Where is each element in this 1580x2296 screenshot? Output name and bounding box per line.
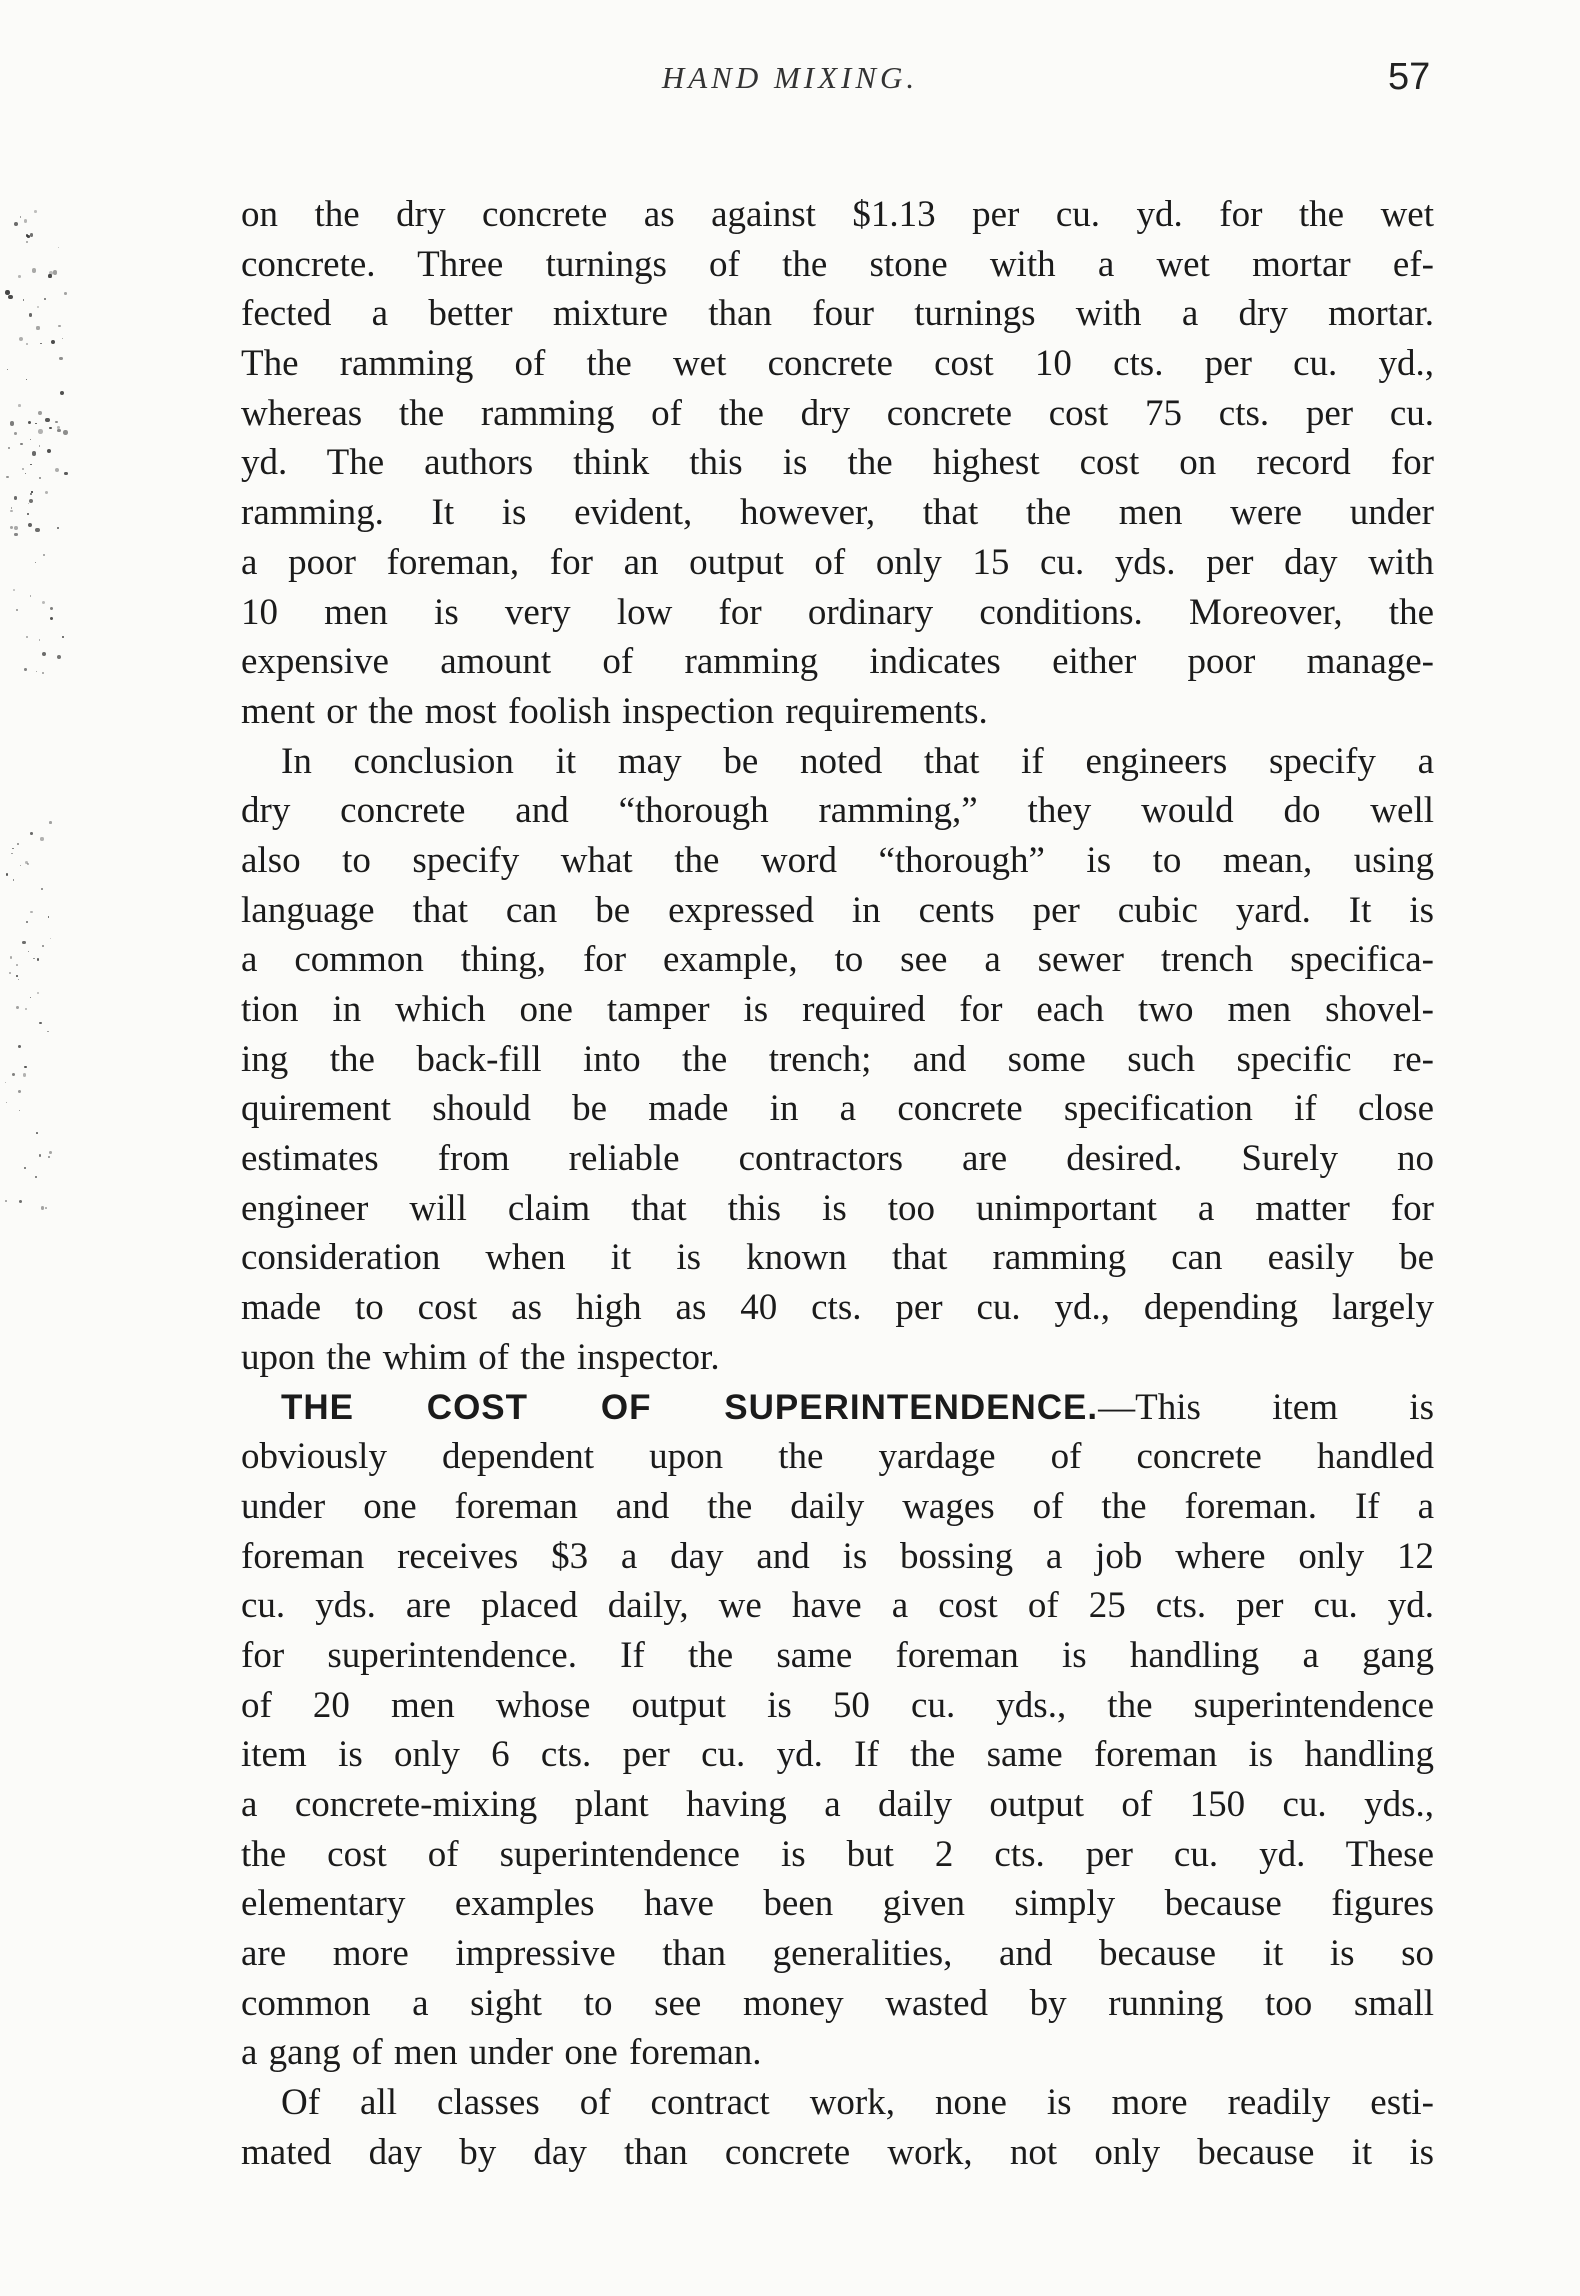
text-line: ing the back-fill into the trench; and some such specific re- xyxy=(241,1038,1434,1080)
text-line xyxy=(241,1383,1434,1433)
text-line: a gang of men under one foreman. xyxy=(241,2032,762,2074)
text-line: ramming. It is evident, however, that the men were under xyxy=(241,492,1434,534)
text-line: of 20 men whose output is 50 cu. yds., the superintendence xyxy=(241,1684,1434,1726)
text-line: mated day by day than concrete work, not only because it is xyxy=(241,2131,1434,2173)
text-line: under one foreman and the daily wages of the foreman. If a xyxy=(241,1485,1434,1527)
text-line: the cost of superintendence is but 2 cts. per cu. yd. These xyxy=(241,1833,1434,1875)
section-heading: THE COST OF SUPERINTENDENCE. xyxy=(281,1387,1099,1427)
text-line: concrete. Three turnings of the stone with a wet mortar ef- xyxy=(241,243,1434,285)
paragraph xyxy=(241,737,1434,1383)
text-line: estimates from reliable contractors are desired. Surely no xyxy=(241,1138,1434,1180)
paragraph xyxy=(241,2078,1434,2177)
paragraph xyxy=(241,190,1434,737)
text-line: item is only 6 cts. per cu. yd. If the same foreman is handling xyxy=(241,1734,1434,1776)
text-line: engineer will claim that this is too unimportant a matter for xyxy=(241,1187,1434,1229)
text-line: quirement should be made in a concrete specification if close xyxy=(241,1088,1434,1130)
text-line: In conclusion it may be noted that if engineers specify a xyxy=(281,740,1434,782)
text-line: The ramming of the wet concrete cost 10 cts. per cu. yd., xyxy=(241,343,1434,385)
text-line: language that can be expressed in cents per cubic yard. It is xyxy=(241,889,1434,931)
text-line: expensive amount of ramming indicates either poor manage- xyxy=(241,641,1434,683)
text-line: tion in which one tamper is required for each two men shovel- xyxy=(241,989,1434,1030)
text-line: a concrete-mixing plant having a daily output of 150 cu. yds., xyxy=(241,1784,1434,1825)
text-line: consideration when it is known that ramming can easily be xyxy=(241,1237,1434,1279)
text-line: for superintendence. If the same foreman is handling a gang xyxy=(241,1634,1434,1676)
text-line: on the dry concrete as against $1.13 per cu. yd. for the wet xyxy=(241,194,1434,235)
text-line: dry concrete and “thorough ramming,” they would do well xyxy=(241,790,1434,832)
text-line: foreman receives $3 a day and is bossing a job where only 12 xyxy=(241,1535,1434,1577)
text-line: Of all classes of contract work, none is more readily esti- xyxy=(281,2082,1434,2124)
text-line: a poor foreman, for an output of only 15 cu. yds. per day with xyxy=(241,541,1434,583)
text-line: common a sight to see money wasted by running too small xyxy=(241,1982,1434,2024)
text-line: upon the whim of the inspector. xyxy=(241,1336,720,1378)
text-line: made to cost as high as 40 cts. per cu. yd., depending largely xyxy=(241,1287,1434,1329)
page-number: 57 xyxy=(1388,56,1431,98)
body-text xyxy=(241,190,1434,2178)
text-line: are more impressive than generalities, and because it is so xyxy=(241,1933,1434,1975)
text-line: ment or the most foolish inspection requirements. xyxy=(241,690,988,732)
text-line: also to specify what the word “thorough” is to mean, using xyxy=(241,839,1434,881)
text-line: elementary examples have been given simply because figures xyxy=(241,1883,1434,1925)
running-head: HAND MIXING. xyxy=(661,60,919,95)
text-line: obviously dependent upon the yardage of concrete handled xyxy=(241,1436,1434,1478)
text-line: whereas the ramming of the dry concrete cost 75 cts. per cu. xyxy=(241,392,1434,434)
text-line: cu. yds. are placed daily, we have a cost of 25 cts. per cu. yd. xyxy=(241,1585,1434,1627)
text-line: 10 men is very low for ordinary conditions. Moreover, the xyxy=(241,591,1434,633)
text-line: a common thing, for example, to see a sewer trench specifica- xyxy=(241,939,1434,981)
text-line: yd. The authors think this is the highest cost on record for xyxy=(241,442,1434,484)
text-line-rest: —This item is xyxy=(1098,1386,1434,1428)
paragraph xyxy=(241,1383,1434,2079)
text-line: fected a better mixture than four turnings with a dry mortar. xyxy=(241,293,1434,335)
